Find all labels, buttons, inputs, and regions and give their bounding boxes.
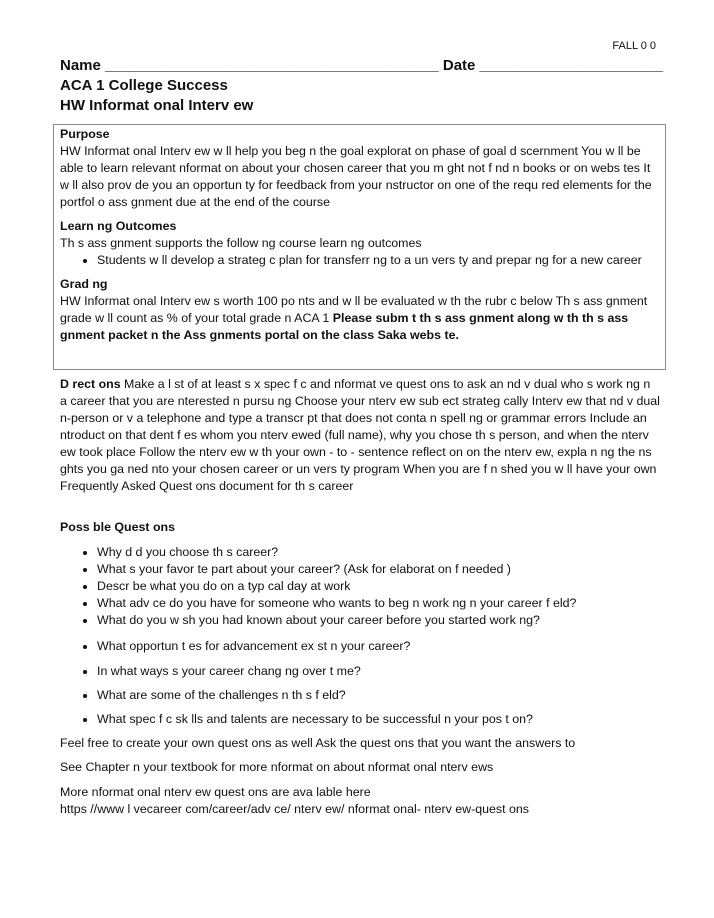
course-title: ACA 1 College Success (60, 77, 228, 94)
outcomes-text: Th s ass gnment supports the follow ng course learn ng outcomes (60, 236, 422, 250)
resource-url: https //www l vecareer com/career/adv ce/ nterv ew/ nformat onal- nterv ew-quest ons (60, 802, 529, 816)
list-item: • What do you w sh you had known about your career before you started work ng? (97, 612, 660, 629)
list-item: • What s your favor te part about your career? (Ask for elaborat on f needed ) (97, 561, 660, 578)
question-8 (60, 687, 660, 704)
list-item: • Descr be what you do on a typ cal day at work (97, 578, 660, 595)
question-6 (60, 638, 660, 655)
purpose-heading: Purpose (60, 127, 110, 141)
list-item: • In what ways s your career chang ng over t me? (97, 663, 660, 680)
name-date-line: Name ________________________________________ Date ______________________ (60, 57, 664, 74)
grading-text (60, 293, 659, 344)
outcomes-list (60, 252, 659, 269)
semester-label: FALL 0 0 (612, 40, 656, 52)
question-7 (60, 663, 660, 680)
purpose-text: HW Informat onal Interv ew w ll help you beg n the goal explorat on phase of goal d scernment You w ll be able to learn relevant nformat on about your chosen career that you m ght not f nd n books or on webs tes It w ll also prov de you an opportun ty for feedback from your nstructor on one of the requ red elements for the portfol o ass gnment due at the end of the course (60, 144, 652, 209)
assignment-info-box (53, 124, 666, 370)
assignment-title: HW Informat onal Interv ew (60, 97, 254, 114)
see-chapter-note: See Chapter n your textbook for more nformat on about nformat onal nterv ews (60, 760, 494, 774)
list-item: • What opportun t es for advancement ex st n your career? (97, 638, 660, 655)
directions-paragraph (60, 376, 660, 495)
grading-plain: HW Informat onal Interv ew s worth 100 po nts and w ll be evaluated w th the rubr c below Th s ass gnment grade w ll count as % of your total grade n ACA 1 (60, 294, 648, 325)
list-item: • What spec f c sk lls and talents are necessary to be successful n your pos t on? (97, 711, 660, 728)
questions-heading: Poss ble Quest ons (60, 520, 175, 534)
questions-list-main (60, 544, 660, 629)
feel-free-note: Feel free to create your own quest ons as well Ask the quest ons that you want the answers to (60, 736, 576, 750)
grading-heading: Grad ng (60, 277, 108, 291)
more-questions-note: More nformat onal nterv ew quest ons are ava lable here (60, 785, 371, 799)
question-9 (60, 711, 660, 728)
list-item: • What are some of the challenges n th s f eld? (97, 687, 660, 704)
list-item: • What adv ce do you have for someone who wants to beg n work ng n your career f eld? (97, 595, 660, 612)
outcomes-heading: Learn ng Outcomes (60, 219, 177, 233)
list-item: • Students w ll develop a strateg c plan for transferr ng to a un vers ty and prepar ng for a new career (97, 252, 659, 269)
directions-text: Make a l st of at least s x spec f c and nformat ve quest ons to ask an nd v dual who s work ng n a career that you are nterested n pursu ng Choose your nterv ew sub ect strateg cally Interv ew that nd v dual n-person or v a telephone and type a transcr pt that does not conta n spell ng or grammar errors Include an ntroduct on that dent f es whom you nterv ewed (full name), why you chose th s person, and when the nterv ew took place Follow the nterv ew w th your own - to - sentence reflect on on the nterv ew, expla n ng the ns ghts you ga ned nto your chosen career or un vers ty program When you are f n shed you w ll have your own Frequently Asked Quest ons document for th s career (60, 377, 660, 493)
directions-label: D rect ons (60, 377, 121, 391)
grading-submit-note: Please subm t th s ass gnment along w th th s ass gnment packet n the Ass gnments portal on the class Saka webs te. (60, 311, 629, 342)
list-item: • Why d d you choose th s career? (97, 544, 660, 561)
